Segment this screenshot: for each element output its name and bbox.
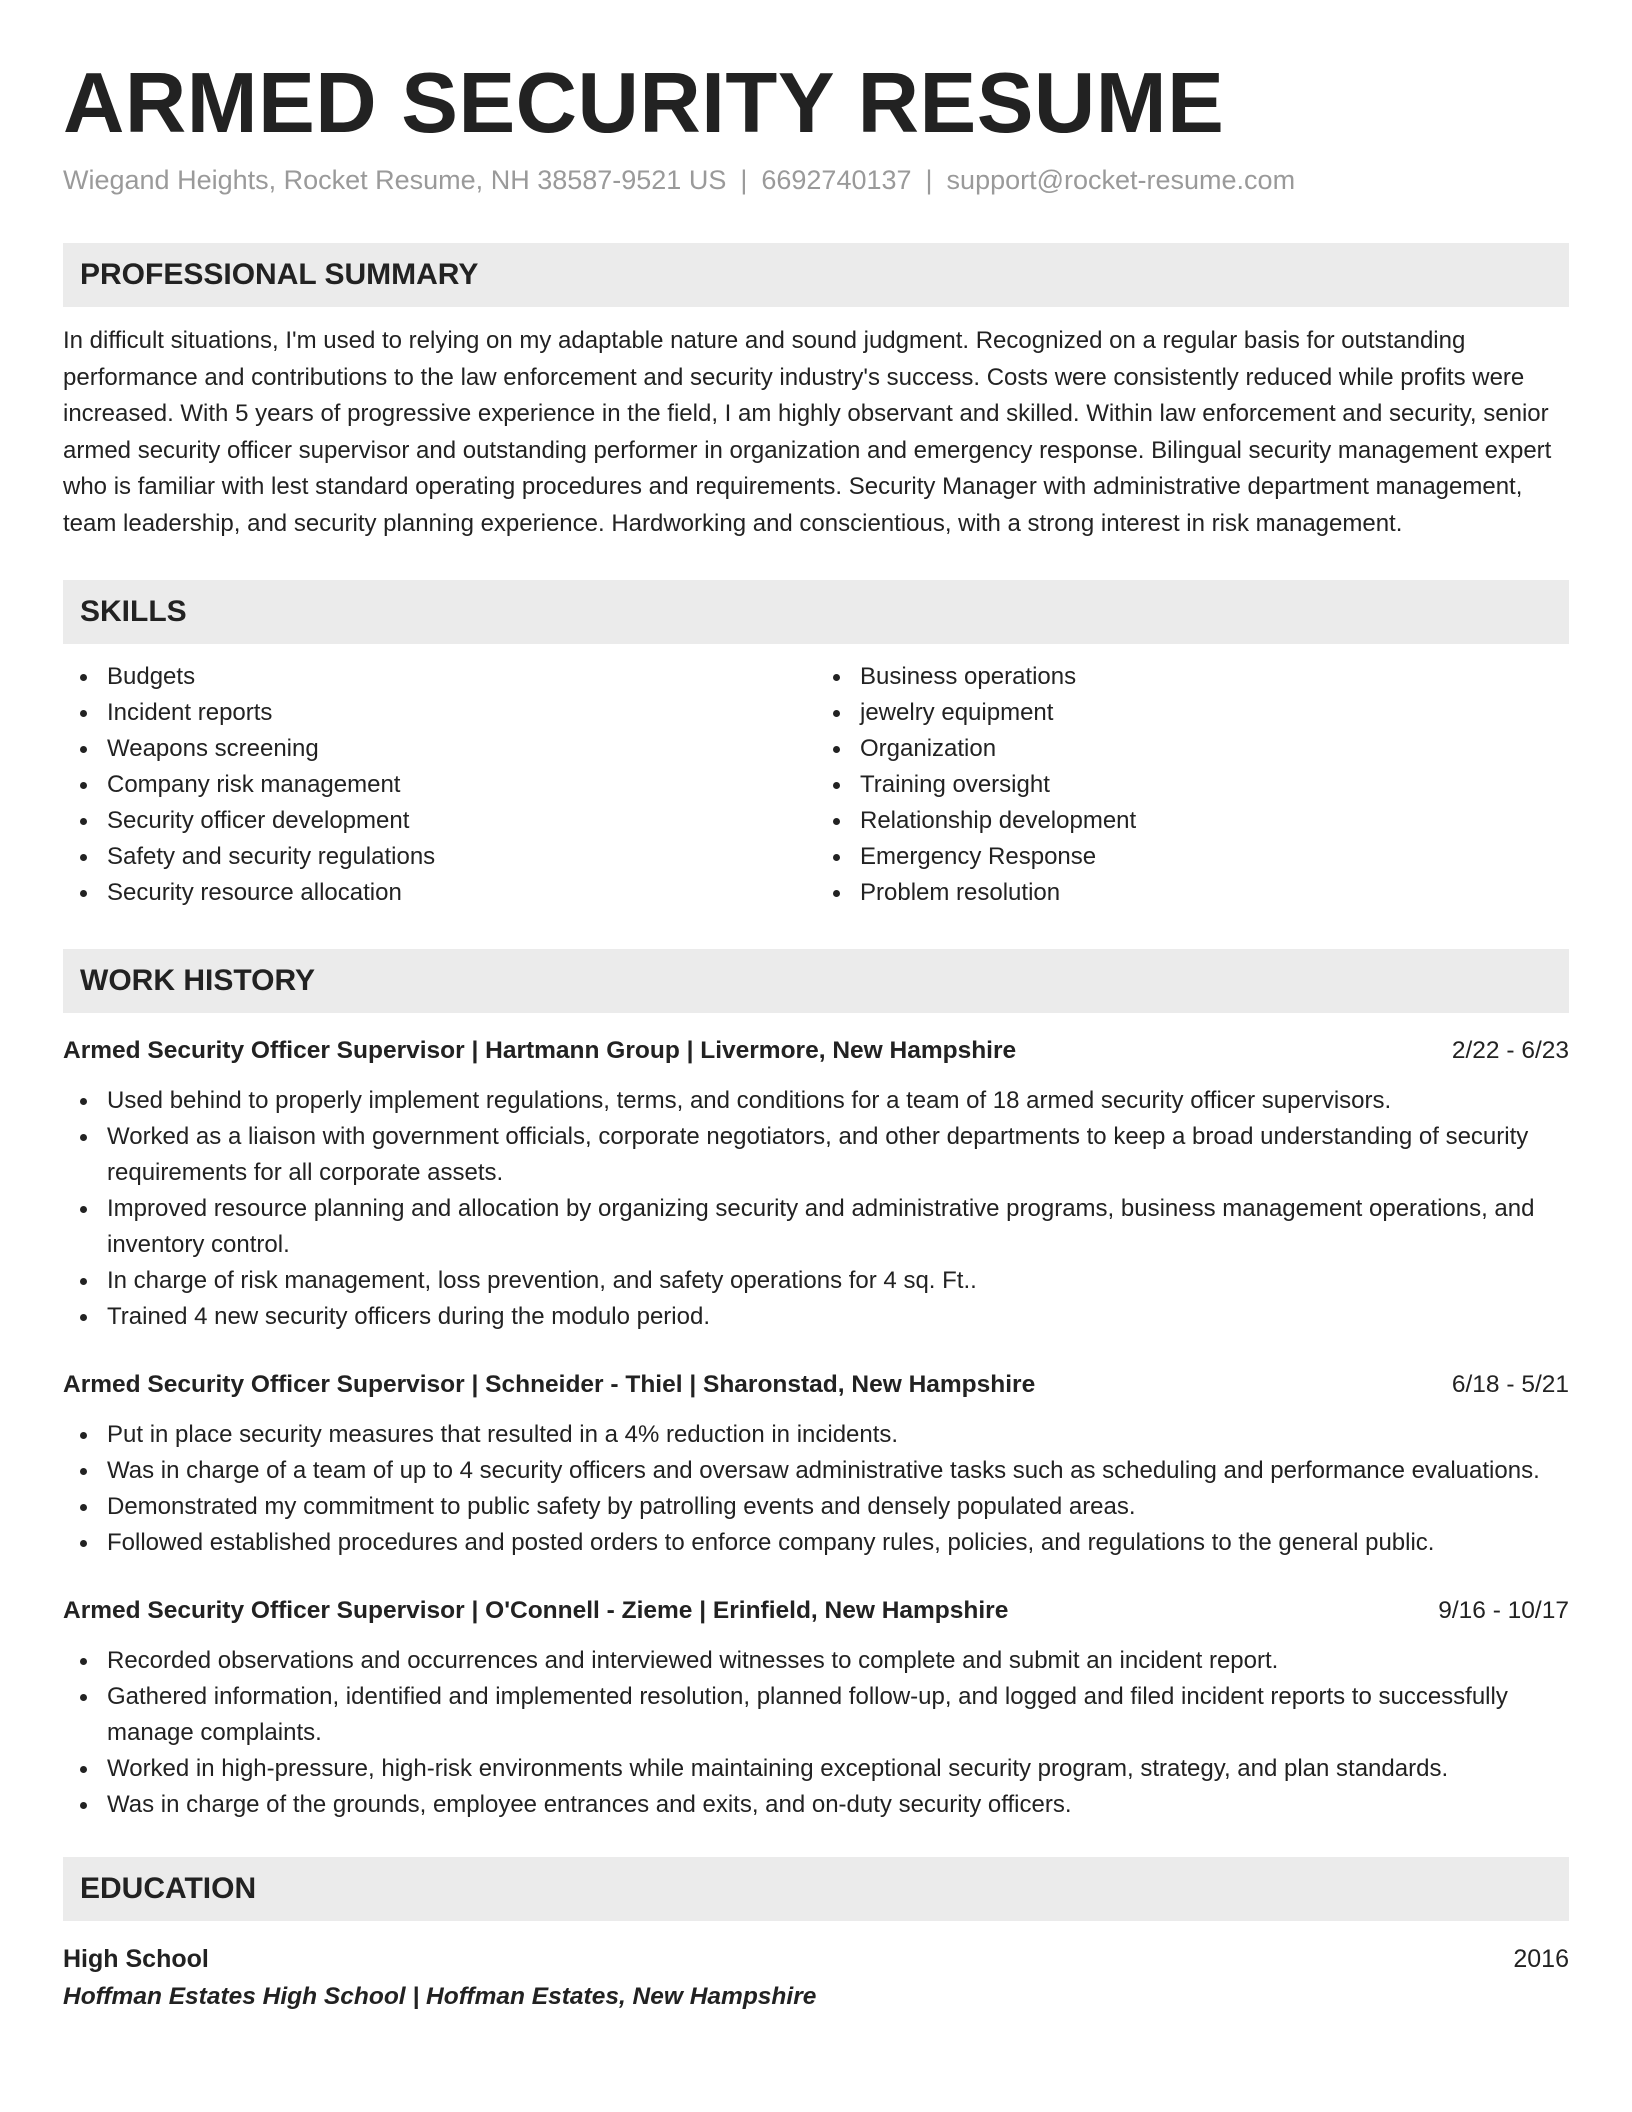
job-bullet: Trained 4 new security officers during the modulo period. bbox=[107, 1299, 1569, 1335]
contact-line bbox=[63, 160, 1569, 200]
education-degree: High School bbox=[63, 1945, 209, 1973]
job-header bbox=[63, 1367, 1569, 1403]
skill-item: Safety and security regulations bbox=[107, 839, 816, 875]
skill-item: Organization bbox=[860, 731, 1569, 767]
skills-list-left bbox=[63, 659, 816, 911]
skill-item: Incident reports bbox=[107, 695, 816, 731]
job-bullets bbox=[63, 1643, 1569, 1823]
job-title: Armed Security Officer Supervisor | Hartmann Group | Livermore, New Hampshire bbox=[63, 1037, 1017, 1064]
education-school: Hoffman Estates High School | Hoffman Estates, New Hampshire bbox=[63, 1983, 817, 2010]
skills-list-right bbox=[816, 659, 1569, 911]
skill-item: Relationship development bbox=[860, 803, 1569, 839]
job-bullet: Recorded observations and occurrences and interviewed witnesses to complete and submit an incident report. bbox=[107, 1643, 1569, 1679]
section-heading-work: WORK HISTORY bbox=[63, 949, 1569, 1013]
skill-item: Problem resolution bbox=[860, 875, 1569, 911]
job-title: Armed Security Officer Supervisor | Schneider - Thiel | Sharonstad, New Hampshire bbox=[63, 1371, 1036, 1398]
job-entry bbox=[63, 1033, 1569, 1335]
job-bullet: Gathered information, identified and implemented resolution, planned follow-up, and logged and filed incident reports to successfully manage complaints. bbox=[107, 1679, 1569, 1751]
resume-title: ARMED SECURITY RESUME bbox=[63, 56, 1225, 151]
job-bullet: Worked in high-pressure, high-risk environments while maintaining exceptional security program, strategy, and plan standards. bbox=[107, 1751, 1569, 1787]
job-header bbox=[63, 1033, 1569, 1069]
skill-item: Security resource allocation bbox=[107, 875, 816, 911]
job-bullet: Used behind to properly implement regulations, terms, and conditions for a team of 18 armed security officer supervisors. bbox=[107, 1083, 1569, 1119]
job-bullets bbox=[63, 1083, 1569, 1335]
contact-email: support@rocket-resume.com bbox=[946, 165, 1296, 195]
skill-item: Training oversight bbox=[860, 767, 1569, 803]
job-bullet: Followed established procedures and posted orders to enforce company rules, policies, and regulations to the general public. bbox=[107, 1525, 1569, 1561]
job-title: Armed Security Officer Supervisor | O'Connell - Zieme | Erinfield, New Hampshire bbox=[63, 1597, 1009, 1624]
contact-phone: 6692740137 bbox=[761, 165, 912, 195]
skill-item: Emergency Response bbox=[860, 839, 1569, 875]
education-header bbox=[63, 1941, 1569, 1977]
job-dates: 6/18 - 5/21 bbox=[1451, 1371, 1569, 1398]
job-bullet: Was in charge of the grounds, employee entrances and exits, and on-duty security officers. bbox=[107, 1787, 1569, 1823]
job-header bbox=[63, 1593, 1569, 1629]
job-entry bbox=[63, 1367, 1569, 1561]
contact-separator: | bbox=[925, 165, 933, 195]
section-heading-summary: PROFESSIONAL SUMMARY bbox=[63, 243, 1569, 307]
job-bullet: Was in charge of a team of up to 4 security officers and oversaw administrative tasks such as scheduling and performance evaluations. bbox=[107, 1453, 1569, 1489]
skill-item: Business operations bbox=[860, 659, 1569, 695]
skill-item: jewelry equipment bbox=[860, 695, 1569, 731]
skill-item: Security officer development bbox=[107, 803, 816, 839]
job-bullet: In charge of risk management, loss prevention, and safety operations for 4 sq. Ft.. bbox=[107, 1263, 1569, 1299]
job-dates: 9/16 - 10/17 bbox=[1438, 1597, 1569, 1624]
job-dates: 2/22 - 6/23 bbox=[1451, 1037, 1569, 1064]
section-heading-skills: SKILLS bbox=[63, 580, 1569, 644]
education-year: 2016 bbox=[1513, 1945, 1569, 1973]
job-bullet: Worked as a liaison with government officials, corporate negotiators, and other departments to keep a broad understanding of security requirements for all corporate assets. bbox=[107, 1119, 1569, 1191]
job-entry bbox=[63, 1593, 1569, 1823]
contact-separator: | bbox=[740, 165, 748, 195]
job-bullet: Put in place security measures that resulted in a 4% reduction in incidents. bbox=[107, 1417, 1569, 1453]
skill-item: Company risk management bbox=[107, 767, 816, 803]
skill-item: Budgets bbox=[107, 659, 816, 695]
job-bullet: Improved resource planning and allocation by organizing security and administrative programs, business management operations, and inventory control. bbox=[107, 1191, 1569, 1263]
summary-text: In difficult situations, I'm used to relying on my adaptable nature and sound judgment. Recognized on a regular basis for outstanding performance and contributions to the law enforcement and security industry's success. Costs were consistently reduced while profits were increased. With 5 years of progressive experience in the field, I am highly observant and skilled. Within law enforcement and security, senior armed security officer supervisor and outstanding performer in organization and emergency response. Bilingual security management expert who is familiar with lest standard operating procedures and requirements. Security Manager with administrative department management, team leadership, and security planning experience. Hardworking and conscientious, with a strong interest in risk management. bbox=[63, 327, 1552, 537]
section-heading-education: EDUCATION bbox=[63, 1857, 1569, 1921]
skill-item: Weapons screening bbox=[107, 731, 816, 767]
job-bullets bbox=[63, 1417, 1569, 1561]
job-bullet: Demonstrated my commitment to public safety by patrolling events and densely populated areas. bbox=[107, 1489, 1569, 1525]
contact-address: Wiegand Heights, Rocket Resume, NH 38587-9521 US bbox=[63, 165, 727, 195]
skills-columns bbox=[63, 659, 1569, 911]
